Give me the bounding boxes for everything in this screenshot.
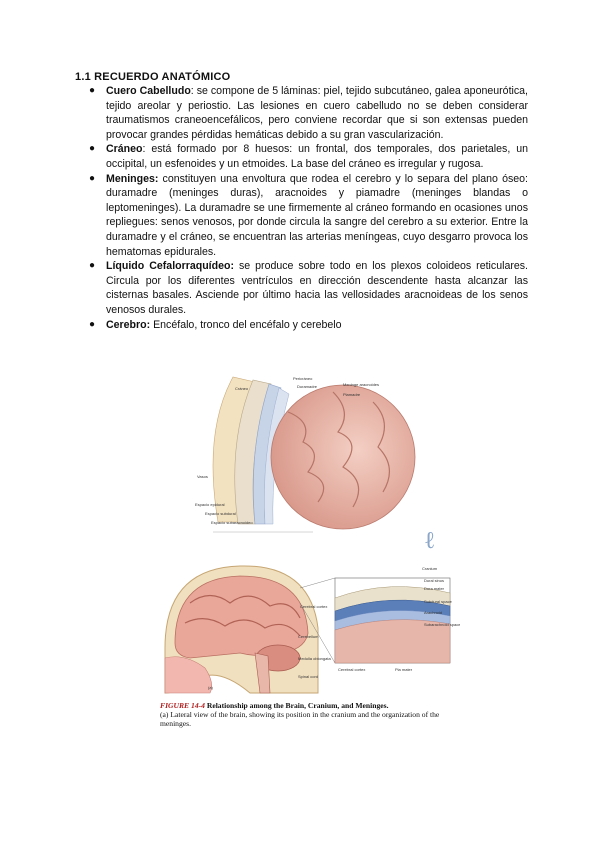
label-medulla-oblongata: Medulla oblongata (298, 656, 331, 661)
label-pericraneo: Pericráneo (293, 376, 313, 381)
label-spinal-cord: Spinal cord (298, 674, 319, 679)
bullet-icon: ● (89, 260, 96, 272)
panel-letter: (a) (208, 685, 213, 690)
item-text: : está formado por 8 huesos: un frontal, dos temporales, dos parietales, un occipital, un esfenoides y un etmoides. La base del cráneo es irregular y rugosa. (106, 143, 528, 170)
figure-number: FIGURE 14-4 (160, 701, 205, 710)
inset-pointer-top (300, 578, 335, 588)
list-item (88, 172, 528, 260)
list-item (88, 259, 528, 317)
figure-caption (160, 701, 460, 728)
label-aracnoides: Meninge aracnoides (343, 382, 380, 387)
item-term: Cuero Cabelludo (106, 85, 191, 97)
label-cerebral-cortex: Cerebral cortex (300, 604, 328, 609)
item-text: : se compone de 5 láminas: piel, tejido subcutáneo, galea aponeurótica, tejido areolar y periostio. Las lesiones en cuero cabelludo no se deben considerar traumatismos craneoencefálicos, pero conviene recordar que si son extensas pueden provocar grandes pérdidas hemáticas debido a su gran vascularización. (106, 85, 528, 141)
item-term: Meninges: (106, 172, 159, 185)
label-duramadre: Duramadre (297, 384, 318, 389)
label-espacio-subdural: Espacio subdural (205, 511, 236, 516)
label-pia-mater: Pia mater (395, 667, 413, 672)
label-espacio-subaracnoideo: Espacio subaracnoideo (211, 520, 253, 525)
label-craneo: Cráneo (235, 386, 249, 391)
label-espacio-epidural: Espacio epidural (195, 502, 225, 507)
label-cerebellum: Cerebellum (298, 634, 319, 639)
label-cranium: Cranium (422, 566, 438, 571)
label-inset-cerebral-cortex: Cerebral cortex (338, 667, 366, 672)
label-subarachnoid-space: Subarachnoid space (424, 622, 460, 627)
bullet-icon: ● (89, 143, 96, 155)
label-dura-mater: Dura mater (424, 586, 445, 591)
bullet-icon: ● (89, 85, 96, 96)
item-term: Cráneo (106, 143, 143, 156)
item-term: Líquido Cefalorraquídeo: (106, 260, 234, 273)
bullet-icon: ● (89, 318, 96, 330)
label-dural-sinus: Dural sinus (424, 578, 445, 583)
item-term: Cerebro: (106, 318, 151, 331)
section-title: 1.1 RECUERDO ANATÓMICO (75, 71, 231, 83)
label-vasos: Vasos (197, 474, 208, 479)
brain-cranium-meninges-figure (160, 558, 460, 698)
item-text: Encéfalo, tronco del encéfalo y cerebelo (150, 318, 342, 331)
decorative-mark: ℓ (424, 526, 436, 554)
meninges-layers-illustration (193, 372, 438, 540)
item-text: constituyen una envoltura que rodea el cerebro y lo separa del plano óseo: duramadre (meninges duras), aracnoides y piamadre (meninges blandas o leptomeninges). La duramadre se une firmemente al cráneo formando en ocasiones unos repliegues: senos venosos, por donde circula la sangre del cerebro a su exterior. Entre la duramadre y el cráneo, se encuentran las arterias meníngeas, cuyo desgarro provoca los hematomas epidurales. (106, 172, 528, 258)
bullet-icon: ● (89, 172, 96, 184)
figure-description: (a) Lateral view of the brain, showing its position in the cranium and the organization of the meninges. (160, 710, 440, 728)
list-item (88, 142, 528, 171)
list-item (88, 318, 528, 333)
label-subdural-space: Subdural space (424, 599, 452, 604)
list-item (88, 84, 528, 142)
item-text: se produce sobre todo en los plexos coloideos reticulares. Circula por los diferentes ventrículos en dirección descendente hasta alcanzar las cisternas basales. Asciende por último hacia las vellosidades aracnoideas de los senos venosos durales. (106, 260, 528, 316)
figure-title: Relationship among the Brain, Cranium, and Meninges. (206, 701, 389, 710)
bullet-list (88, 84, 528, 332)
label-arachnoid: Arachnoid (424, 610, 443, 615)
label-piamadre: Piamadre (343, 392, 361, 397)
